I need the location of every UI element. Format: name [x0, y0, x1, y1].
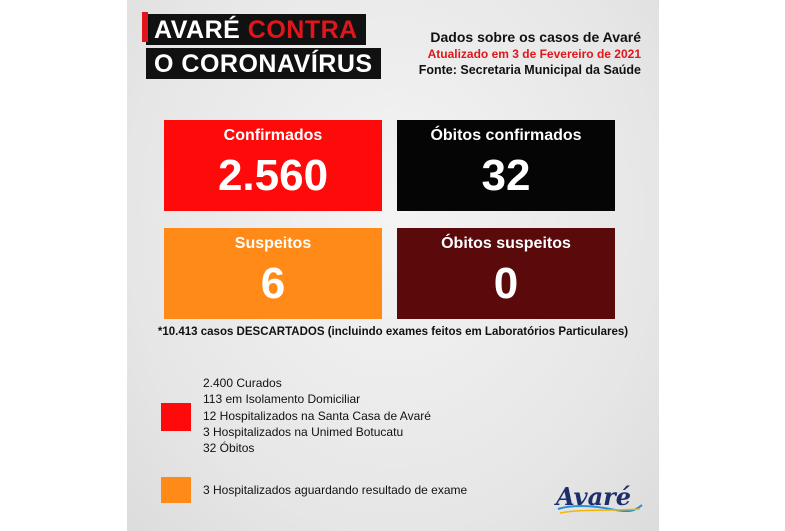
legend-red-swatch	[161, 403, 191, 431]
campaign-title	[146, 14, 381, 79]
city-logo-text: Avaré	[556, 482, 632, 511]
details-list	[203, 375, 431, 456]
info-updated: Atualizado em 3 de Fevereiro de 2021	[427, 47, 641, 61]
list-item: 113 em Isolamento Domiciliar	[203, 392, 361, 407]
suspected-label: Suspeitos	[234, 235, 312, 252]
info-title: Dados sobre os casos de Avaré	[430, 29, 641, 45]
info-source: Fonte: Secretaria Municipal da Saúde	[418, 63, 641, 77]
suspected-value: 6	[260, 259, 286, 308]
info-header	[419, 28, 641, 79]
list-item: 12 Hospitalizados na Santa Casa de Avaré	[203, 408, 431, 423]
awaiting-text: 3 Hospitalizados aguardando resultado de exame	[203, 483, 468, 497]
title-line-2: O CORONAVÍRUS	[146, 48, 381, 79]
list-item: 2.400 Curados	[203, 376, 282, 390]
suspected-deaths-label: Óbitos suspeitos	[441, 235, 571, 252]
confirmed-box	[164, 120, 382, 211]
confirmed-label: Confirmados	[223, 127, 323, 144]
list-item: 3 Hospitalizados na Unimed Botucatu	[203, 424, 404, 439]
avare-city-logo-icon	[550, 475, 646, 523]
suspected-deaths-box	[397, 228, 615, 319]
deaths-label: Óbitos confirmados	[430, 127, 582, 144]
confirmed-value: 2.560	[217, 151, 329, 200]
list-item: 32 Óbitos	[203, 441, 255, 456]
title-contra: CONTRA	[247, 16, 358, 44]
bulletin-card	[127, 0, 659, 531]
deaths-value: 32	[481, 151, 531, 200]
title-avare: AVARÉ	[154, 16, 241, 44]
suspected-box	[164, 228, 382, 319]
title-line-1	[146, 14, 366, 45]
suspected-deaths-value: 0	[493, 259, 519, 308]
discarded-note: *10.413 casos DESCARTADOS (incluindo exames feitos em Laboratórios Particulares)	[157, 326, 629, 338]
title-accent	[142, 12, 148, 42]
deaths-box	[397, 120, 615, 211]
legend-orange-swatch	[161, 477, 191, 503]
